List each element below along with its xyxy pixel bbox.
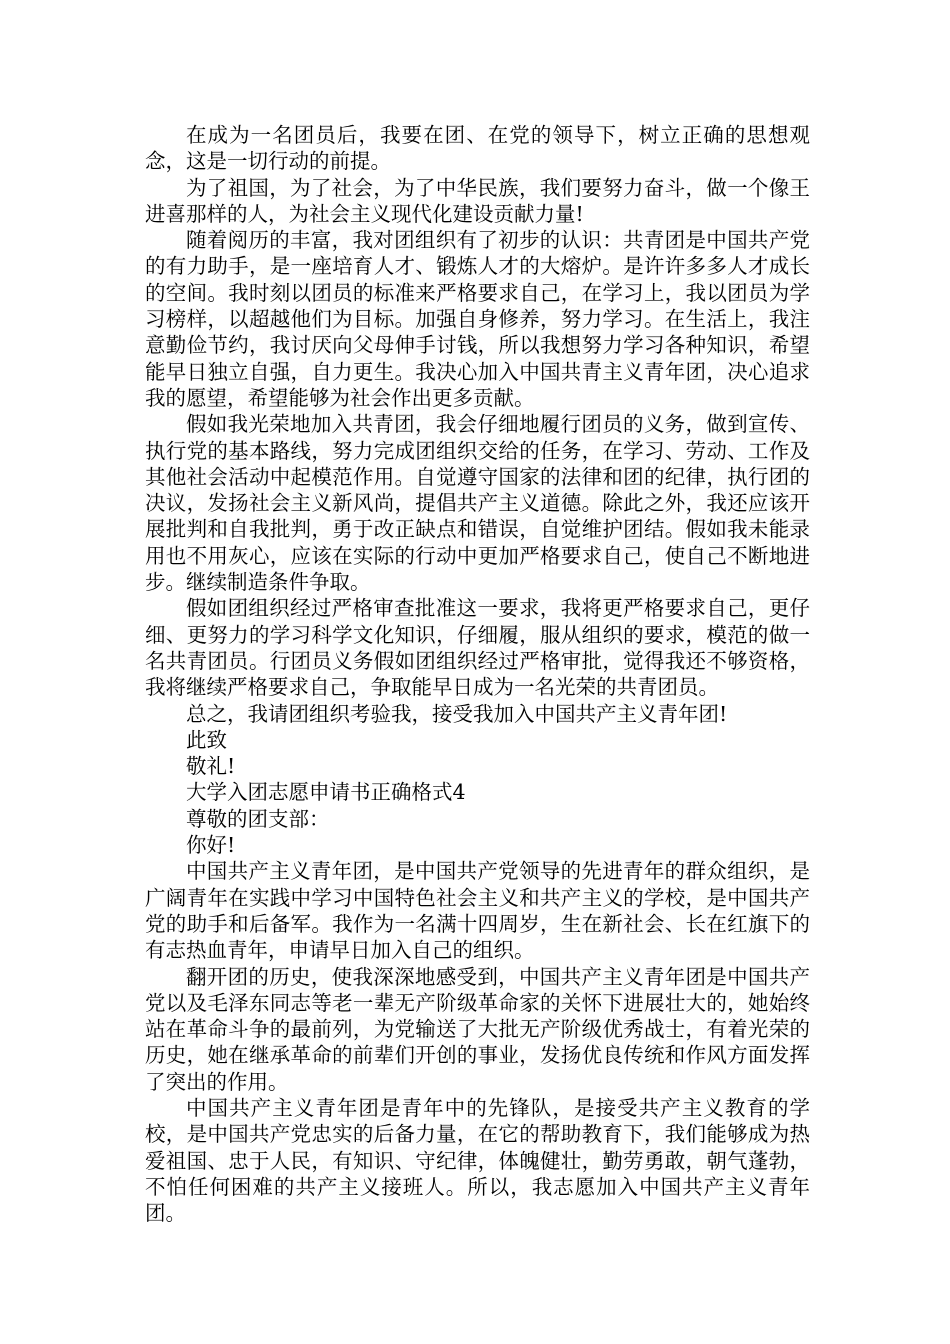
document-body [145,122,810,1226]
greeting-line: 你好! [186,833,236,858]
paragraph: 在成为一名团员后，我要在团、在党的领导下，树立正确的思想观念，这是一切行动的前提。 [145,123,810,174]
paragraph: 假如我光荣地加入共青团，我会仔细地履行团员的义务，做到宣传、执行党的基本路线，努力完成团组织交给的任务，在学习、劳动、工作及其他社会活动中起模范作用。自觉遵守国家的法律和团的纪律，执行团的决议，发扬社会主义新风尚，提倡共产主义道德。除此之外，我还应该开展批判和自我批判，勇于改正缺点和错误，自觉维护团结。假如我未能录用也不用灰心，应该在实际的行动中更加严格要求自己，使自己不断地进步。继续制造条件争取。 [145,412,810,595]
paragraph: 中国共产主义青年团是青年中的先锋队，是接受共产主义教育的学校，是中国共产党忠实的后备力量，在它的帮助教育下，我们能够成为热爱祖国、忠于人民，有知识、守纪律，体魄健壮，勤劳勇敢，朝气蓬勃，不怕任何困难的共产主义接班人。所以，我志愿加入中国共产主义青年团。 [145,1095,810,1226]
paragraph: 中国共产主义青年团，是中国共产党领导的先进青年的群众组织，是广阔青年在实践中学习中国特色社会主义和共产主义的学校，是中国共产党的助手和后备军。我作为一名满十四周岁，生在新社会、长在红旗下的有志热血青年，申请早日加入自己的组织。 [145,859,810,963]
greeting-line: 尊敬的团支部： [186,806,330,831]
paragraph: 总之，我请团组织考验我，接受我加入中国共产主义青年团! [186,701,728,726]
paragraph: 翻开团的历史，使我深深地感受到，中国共产主义青年团是中国共产党以及毛泽东同志等老一辈无产阶级革命家的关怀下进展壮大的，她始终站在革命斗争的最前列，为党输送了大批无产阶级优秀战士，有着光荣的历史，她在继承革命的前辈们开创的事业，发扬优良传统和作风方面发挥了突出的作用。 [145,964,810,1094]
paragraph: 假如团组织经过严格审查批准这一要求，我将更严格要求自己，更仔细、更努力的学习科学文化知识，仔细履，服从组织的要求，模范的做一名共青团员。行团员义务假如团组织经过严格审批，觉得我还不够资格，我将继续严格要求自己，争取能早日成为一名光荣的共青团员。 [145,596,810,700]
paragraph: 为了祖国，为了社会，为了中华民族，我们要努力奋斗，做一个像王进喜那样的人，为社会主义现代化建设贡献力量! [145,175,810,226]
paragraph: 随着阅历的丰富，我对团组织有了初步的认识：共青团是中国共产党的有力助手，是一座培育人才、锻炼人才的大熔炉。是许许多多人才成长的空间。我时刻以团员的标准来严格要求自己，在学习上，我以团员为学习榜样，以超越他们为目标。加强自身修养，努力学习。在生活上，我注意勤俭节约，我讨厌向父母伸手讨钱，所以我想努力学习各种知识，希望能早日独立自强，自力更生。我决心加入中国共青主义青年团，决心追求我的愿望，希望能够为社会作出更多贡献。 [145,228,810,410]
salutation-line: 此致 [186,727,227,752]
section-title: 大学入团志愿申请书正确格式4 [186,780,466,805]
salutation-line: 敬礼! [186,754,236,779]
